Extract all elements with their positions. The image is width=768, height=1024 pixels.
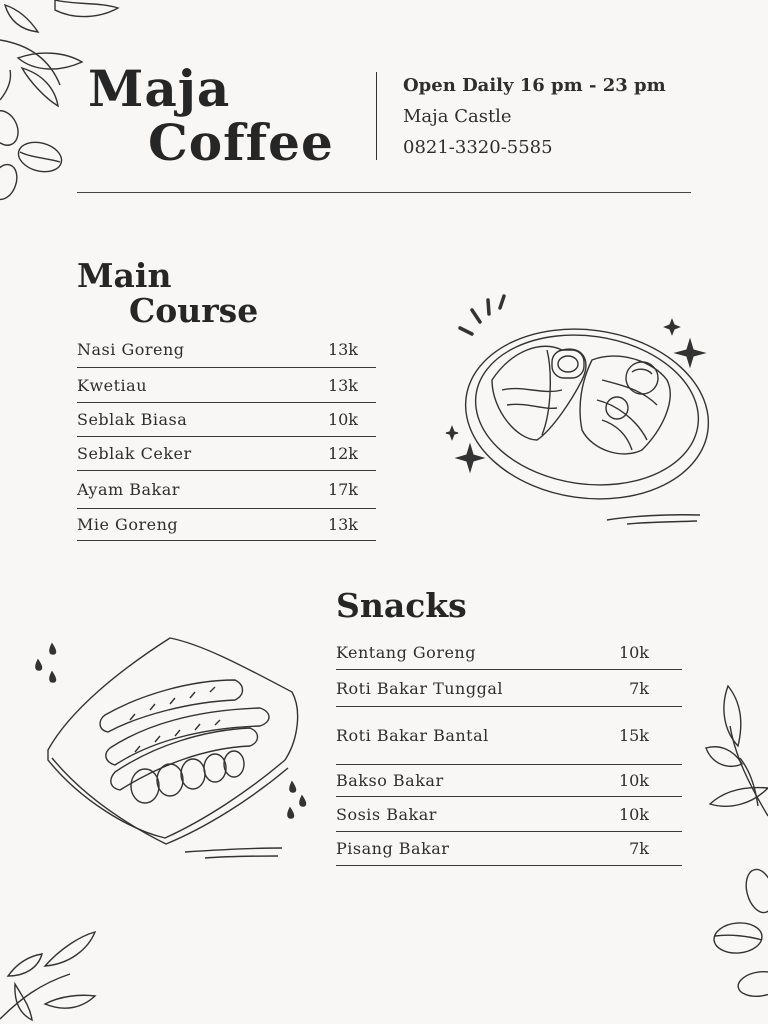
- item-name: Kwetiau: [77, 375, 148, 395]
- item-price: 12k: [327, 444, 358, 463]
- menu-item: [336, 765, 682, 797]
- header-info: [403, 70, 666, 163]
- menu-item: [336, 635, 682, 670]
- item-name: Nasi Goreng: [77, 339, 185, 359]
- main-course-title-line-2: Course: [129, 291, 259, 330]
- phone-number: 0821-3320-5585: [403, 137, 553, 158]
- item-name: Ayam Bakar: [77, 480, 180, 499]
- menu-item: [77, 509, 376, 541]
- item-name: Roti Bakar Bantal: [336, 726, 489, 745]
- item-name: Pisang Bakar: [336, 839, 450, 858]
- main-course-title: [77, 258, 258, 328]
- menu-item: [336, 797, 682, 832]
- item-price: 10k: [618, 804, 649, 824]
- menu-item: [336, 832, 682, 866]
- item-name: Mie Goreng: [77, 515, 179, 534]
- item-price: 7k: [629, 678, 649, 698]
- leaf-branch-bottom-left-icon: [0, 924, 110, 1024]
- snacks-title: Snacks: [336, 586, 467, 625]
- snacks-list: [336, 635, 682, 866]
- item-name: Seblak Biasa: [77, 410, 188, 429]
- menu-item: [77, 368, 376, 403]
- menu-item: [77, 437, 376, 471]
- location: Maja Castle: [403, 106, 512, 127]
- menu-item: [336, 707, 682, 765]
- brand-name: [88, 59, 334, 172]
- item-price: 10k: [327, 410, 358, 429]
- food-plate-illustration: [442, 290, 712, 530]
- item-price: 13k: [327, 339, 358, 359]
- sausage-board-illustration: [30, 630, 320, 870]
- item-price: 15k: [618, 726, 649, 745]
- item-name: Roti Bakar Tunggal: [336, 678, 503, 698]
- item-price: 17k: [327, 480, 358, 499]
- item-price: 13k: [327, 515, 358, 534]
- leaf-branch-bottom-right-icon: [700, 686, 768, 1024]
- brand-line-1: Maja: [88, 59, 231, 118]
- header-rule: [77, 192, 691, 193]
- item-name: Kentang Goreng: [336, 642, 476, 662]
- item-name: Seblak Ceker: [77, 444, 192, 463]
- menu-item: [77, 331, 376, 368]
- header-divider: [376, 72, 377, 160]
- item-price: 7k: [629, 839, 649, 858]
- menu-item: [77, 471, 376, 509]
- brand-line-2: Coffee: [148, 113, 334, 172]
- item-name: Bakso Bakar: [336, 771, 444, 790]
- main-course-list: [77, 331, 376, 541]
- item-price: 13k: [327, 375, 358, 395]
- main-course-title-line-1: Main: [77, 256, 172, 295]
- item-name: Sosis Bakar: [336, 804, 437, 824]
- menu-item: [336, 670, 682, 707]
- item-price: 10k: [618, 771, 649, 790]
- item-price: 10k: [618, 642, 649, 662]
- menu-item: [77, 403, 376, 437]
- opening-hours: Open Daily 16 pm - 23 pm: [403, 75, 666, 96]
